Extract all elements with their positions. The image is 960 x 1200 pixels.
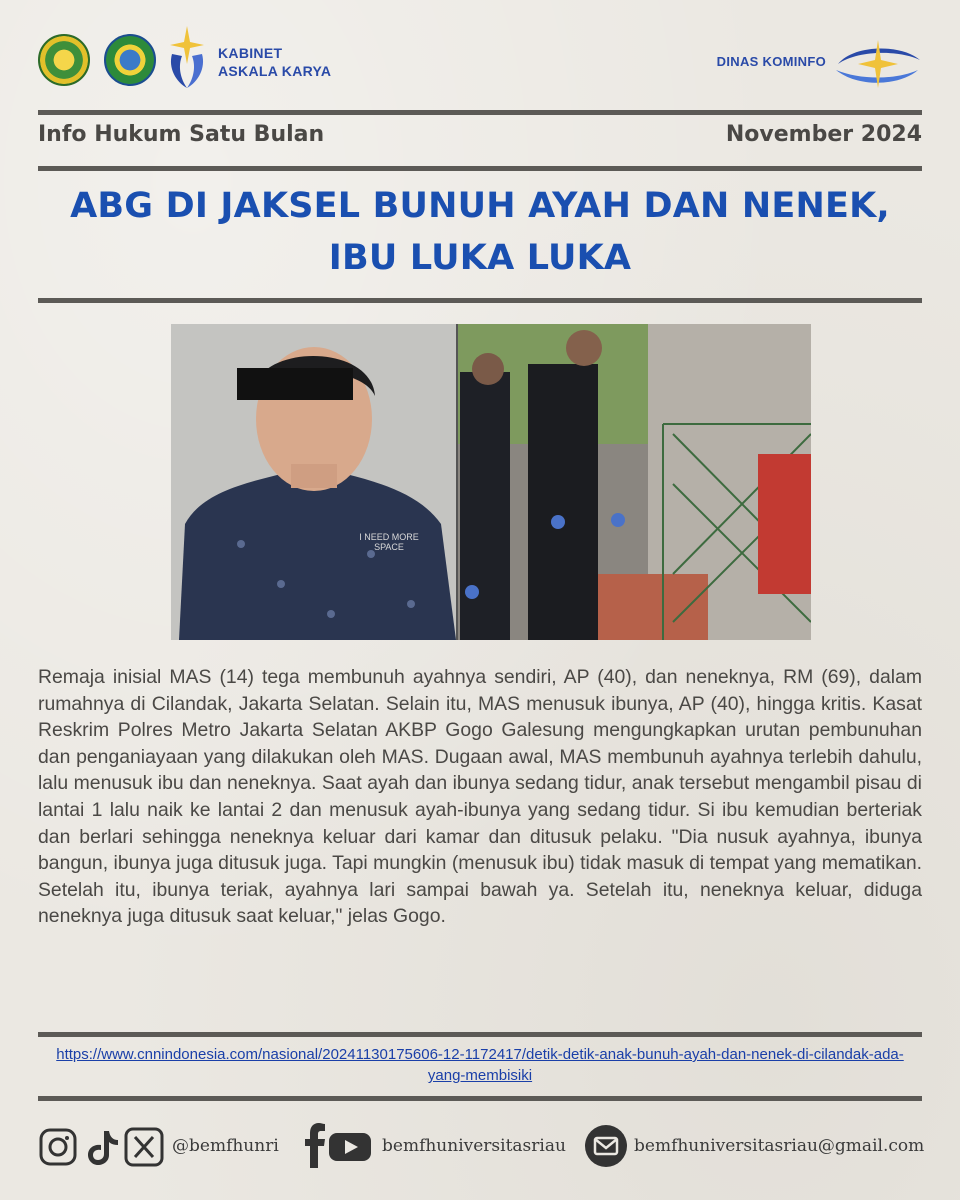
police-photo — [458, 324, 811, 640]
university-logo — [38, 34, 90, 86]
headline-rule — [38, 298, 922, 303]
footer — [38, 1122, 925, 1172]
instagram-icon[interactable] — [38, 1127, 78, 1167]
youtube-icon[interactable] — [328, 1132, 372, 1162]
source-link[interactable]: https://www.cnnindonesia.com/nasional/20241130175606-12-1172417/detik-detik-anak-bunuh-ayah-dan-nenek-di-cilandak-ada-yang-membisiki — [56, 1046, 904, 1084]
body-rule — [38, 1032, 922, 1037]
header — [38, 24, 922, 96]
footer-rule — [38, 1096, 922, 1101]
censor-bar — [237, 368, 353, 400]
news-photo — [171, 324, 811, 640]
email-address[interactable]: bemfhuniversitasriau@gmail.com — [634, 1136, 925, 1156]
kabinet-line-1: KABINET — [218, 45, 283, 61]
dinas-name: DINAS KOMINFO — [716, 54, 826, 69]
headline: ABG DI JAKSEL BUNUH AYAH DAN NENEK, IBU LUKA LUKA — [70, 186, 890, 278]
shirt-print: I NEED MORE SPACE — [359, 532, 419, 552]
issue-date: November 2024 — [725, 122, 922, 147]
x-twitter-icon[interactable] — [124, 1127, 164, 1167]
meta-rule — [38, 166, 922, 171]
faculty-logo — [104, 34, 156, 86]
section-label: Info Hukum Satu Bulan — [38, 122, 325, 147]
facebook-icon[interactable] — [304, 1122, 326, 1168]
suspect-photo — [171, 324, 456, 640]
top-rule — [38, 110, 922, 115]
email-icon[interactable] — [584, 1124, 628, 1168]
kabinet-logo-icon — [166, 24, 208, 90]
tiktok-icon[interactable] — [84, 1127, 120, 1167]
youtube-handle[interactable]: bemfhuniversitasriau — [382, 1136, 566, 1156]
kabinet-name — [218, 44, 331, 80]
social-handle[interactable]: @bemfhunri — [172, 1136, 279, 1156]
article-body: Remaja inisial MAS (14) tega membunuh ayahnya sendiri, AP (40), dan neneknya, RM (69), dalam rumahnya di Cilandak, Jakarta Selatan. Selain itu, MAS menusuk ibunya, AP (40), hingga kritis. Kasat Reskrim Polres Metro Jakarta Selatan AKBP Gogo Galesung mengungkapkan urutan pembunuhan dan penganiayaan yang dilakukan oleh MAS. Dugaan awal, MAS membunuh ayahnya terlebih dahulu, lalu menusuk ibu dan neneknya. Saat ayah dan ibunya sedang tidur, anak tersebut mengambil pisau di lantai 1 lalu naik ke lantai 2 dan menusuk ayah-ibunya yang sedang tidur. Si ibu kemudian berteriak dan berlari sehingga neneknya keluar dari kamar dan ditusuk pelaku. "Dia nusuk ayahnya, ibunya bangun, ibunya juga ditusuk juga. Tapi mungkin (menusuk ibu) tidak masuk di tempat yang mematikan. Setelah itu, ibunya teriak, ayahnya lari sampai bawah ya. Setelah itu, neneknya keluar, diduga neneknya juga ditusuk saat keluar," jelas Gogo. — [38, 666, 922, 928]
kabinet-line-2: ASKALA KARYA — [218, 63, 332, 79]
kominfo-logo-icon — [834, 36, 922, 92]
